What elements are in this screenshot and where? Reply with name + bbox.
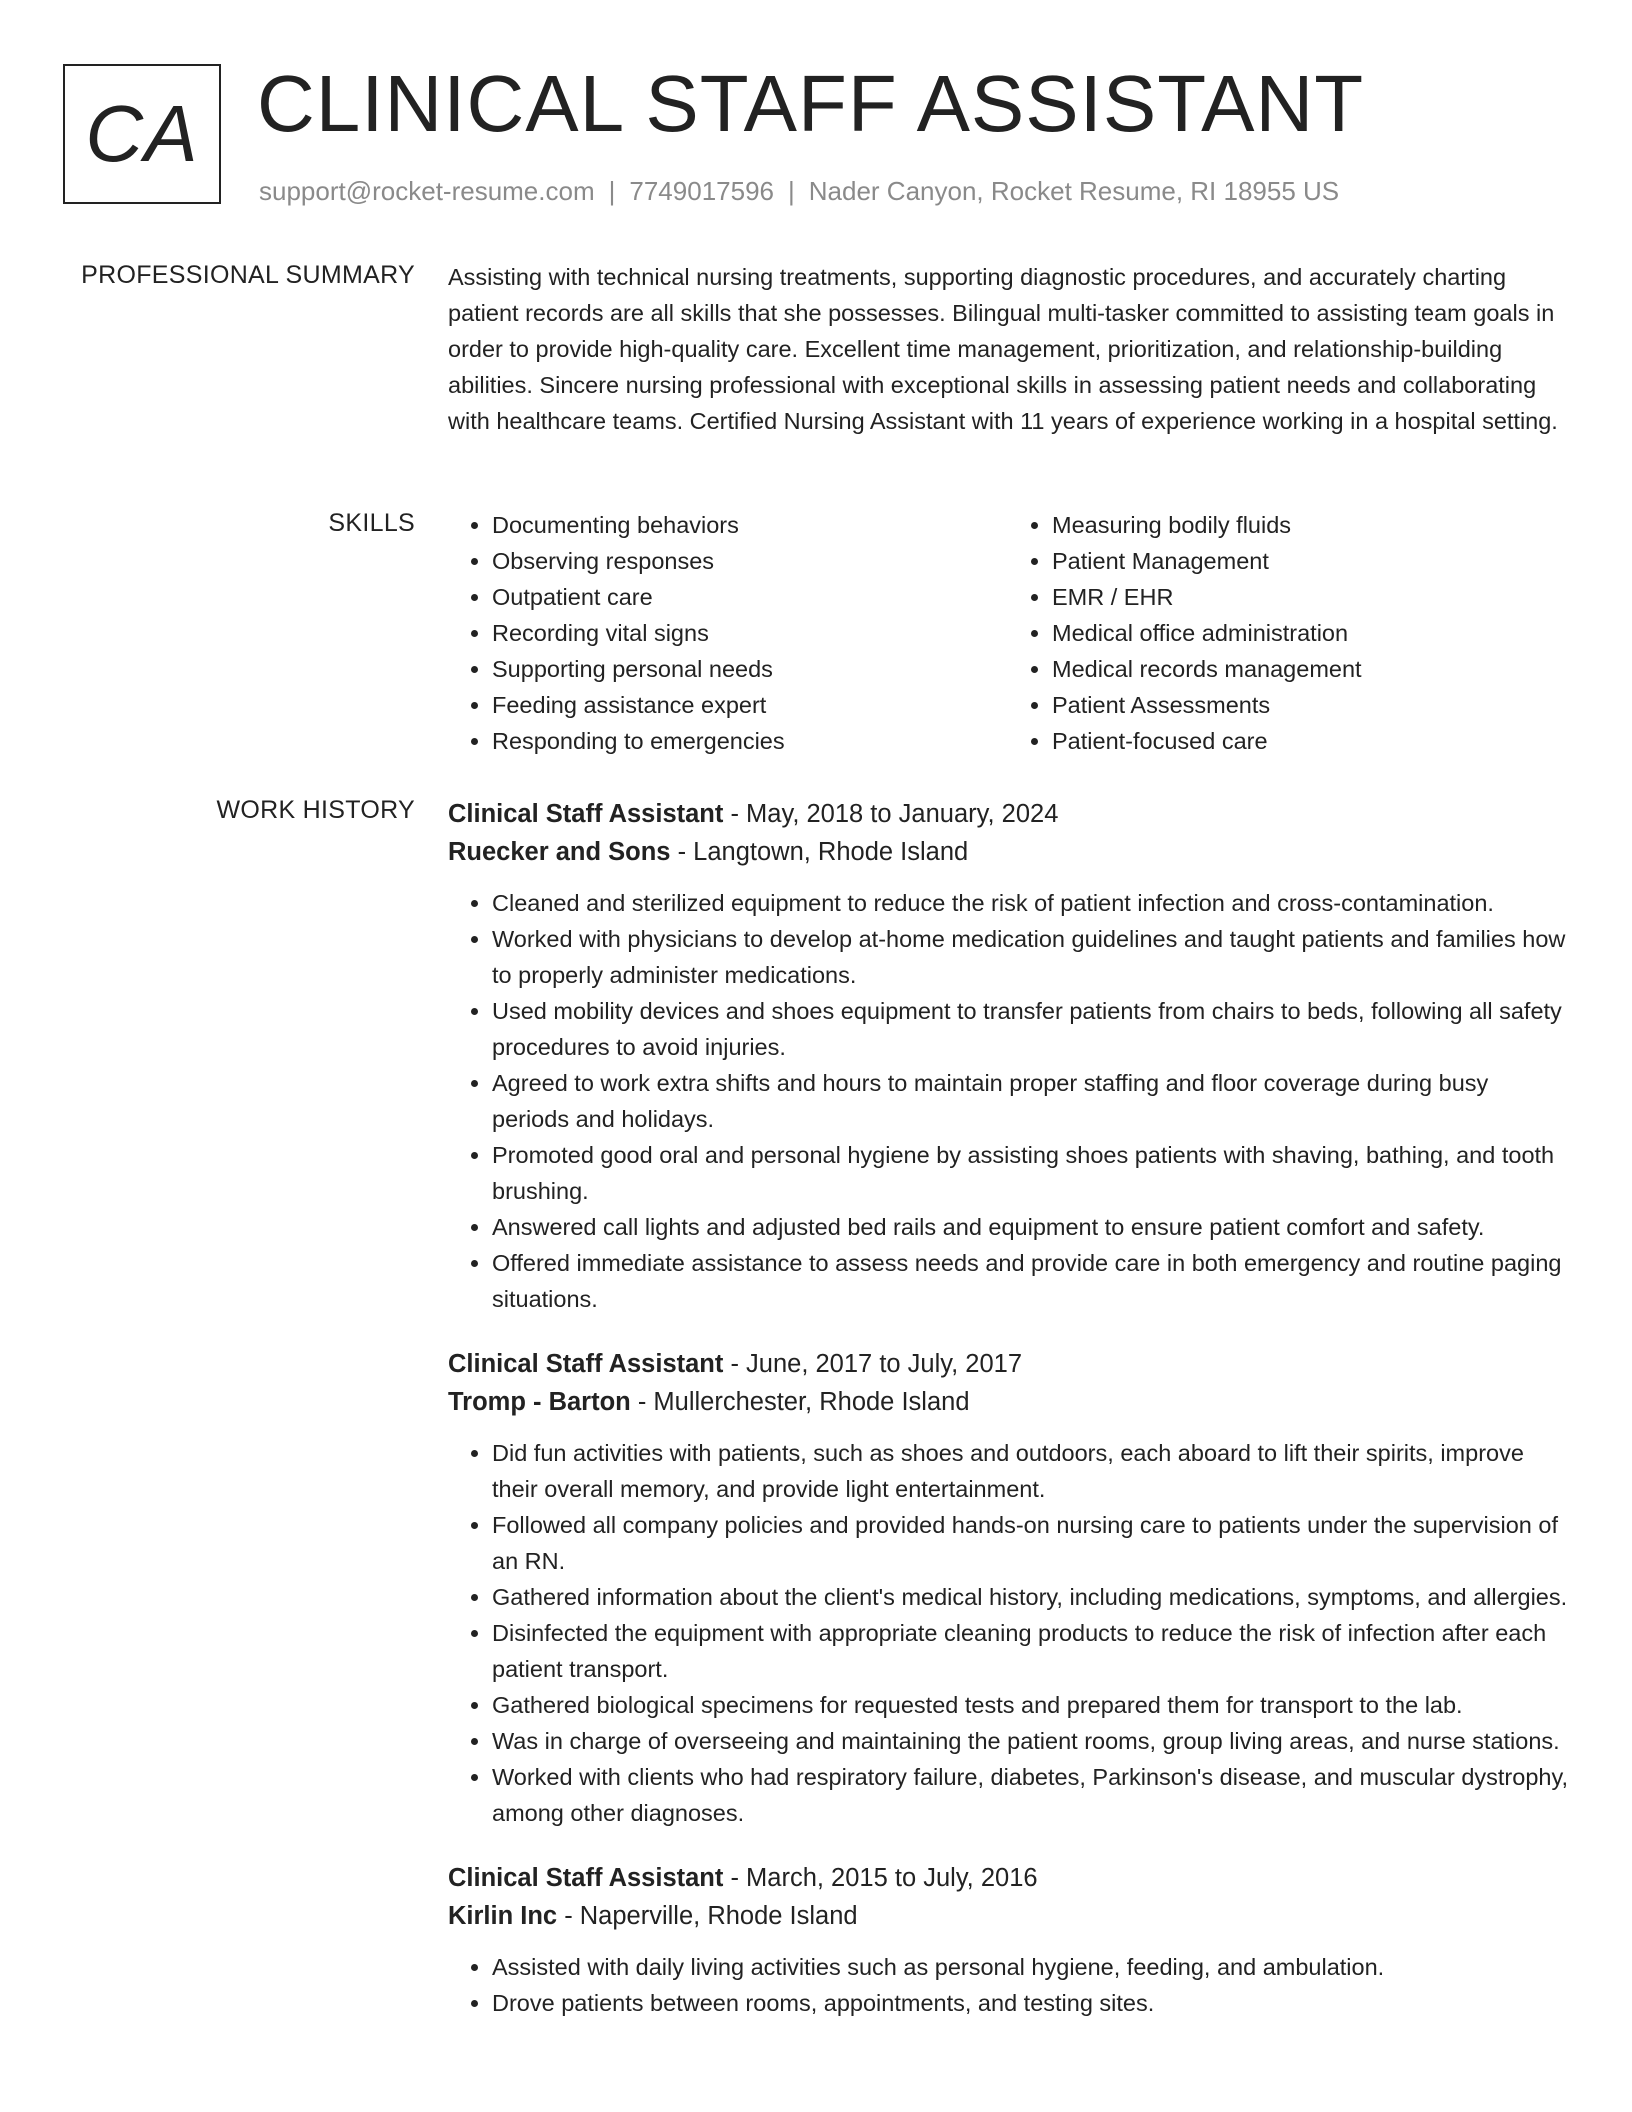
skill-item: • Patient Management xyxy=(1052,543,1568,579)
job-bullet: • Answered call lights and adjusted bed rails and equipment to ensure patient comfort and safety. xyxy=(492,1209,1568,1245)
job-dates: - March, 2015 to July, 2016 xyxy=(723,1864,1038,1892)
summary-body xyxy=(448,259,1568,439)
contact-line xyxy=(259,176,1339,207)
job-company-line xyxy=(448,833,1568,871)
resume-title: CLINICAL STAFF ASSISTANT xyxy=(257,59,1365,148)
job-bullet: • Offered immediate assistance to assess needs and provide care in both emergency and routine paging situations. xyxy=(492,1245,1568,1317)
summary-label: PROFESSIONAL SUMMARY xyxy=(81,261,415,289)
job-bullet: • Worked with physicians to develop at-home medication guidelines and taught patients and families how to properly administer medications. xyxy=(492,921,1568,993)
skills-label: SKILLS xyxy=(328,509,415,537)
work-history-body xyxy=(448,795,1568,2049)
job-company-line xyxy=(448,1383,1568,1421)
skill-item: • Observing responses xyxy=(492,543,1008,579)
job-bullet-list xyxy=(448,1435,1568,1831)
job-company: Kirlin Inc xyxy=(448,1902,558,1930)
job-bullet-list xyxy=(448,1949,1568,2021)
job-title: Clinical Staff Assistant xyxy=(448,1350,724,1378)
job-company: Ruecker and Sons xyxy=(448,838,671,866)
skills-body xyxy=(448,507,1568,759)
job-company-line xyxy=(448,1897,1568,1935)
skill-item: • Feeding assistance expert xyxy=(492,687,1008,723)
job-bullet-list xyxy=(448,885,1568,1317)
skill-item: • Medical records management xyxy=(1052,651,1568,687)
job-bullet: • Drove patients between rooms, appointments, and testing sites. xyxy=(492,1985,1568,2021)
job-entry xyxy=(448,1859,1568,2021)
job-dates: - May, 2018 to January, 2024 xyxy=(723,800,1059,828)
job-location: - Naperville, Rhode Island xyxy=(557,1902,858,1930)
job-entry xyxy=(448,795,1568,1317)
skill-item: • Patient Assessments xyxy=(1052,687,1568,723)
job-entry xyxy=(448,1345,1568,1831)
job-bullet: • Was in charge of overseeing and maintaining the patient rooms, group living areas, and nurse stations. xyxy=(492,1723,1568,1759)
job-location: - Langtown, Rhode Island xyxy=(670,838,969,866)
skill-item: • Recording vital signs xyxy=(492,615,1008,651)
job-bullet: • Assisted with daily living activities such as personal hygiene, feeding, and ambulation. xyxy=(492,1949,1568,1985)
contact-separator: | xyxy=(788,176,795,206)
job-bullet: • Gathered information about the client's medical history, including medications, symptoms, and allergies. xyxy=(492,1579,1568,1615)
skills-list-left xyxy=(448,507,1008,759)
job-bullet: • Gathered biological specimens for requested tests and prepared them for transport to the lab. xyxy=(492,1687,1568,1723)
skill-item: • EMR / EHR xyxy=(1052,579,1568,615)
skill-item: • Medical office administration xyxy=(1052,615,1568,651)
monogram-logo: CA xyxy=(63,64,221,204)
contact-email: support@rocket-resume.com xyxy=(259,176,595,206)
job-title: Clinical Staff Assistant xyxy=(448,800,724,828)
skill-item: • Documenting behaviors xyxy=(492,507,1008,543)
job-bullet: • Disinfected the equipment with appropriate cleaning products to reduce the risk of infection after each patient transport. xyxy=(492,1615,1568,1687)
job-title-line xyxy=(448,1345,1568,1383)
job-bullet: • Followed all company policies and provided hands-on nursing care to patients under the supervision of an RN. xyxy=(492,1507,1568,1579)
job-bullet: • Cleaned and sterilized equipment to reduce the risk of patient infection and cross-contamination. xyxy=(492,885,1568,921)
contact-separator: | xyxy=(608,176,616,206)
skills-columns xyxy=(448,507,1568,759)
resume-header xyxy=(63,59,1563,214)
contact-phone: 7749017596 xyxy=(629,176,774,206)
job-bullet: • Agreed to work extra shifts and hours to maintain proper staffing and floor coverage during busy periods and holidays. xyxy=(492,1065,1568,1137)
skill-item: • Measuring bodily fluids xyxy=(1052,507,1568,543)
job-company: Tromp - Barton xyxy=(448,1388,631,1416)
job-bullet: • Promoted good oral and personal hygiene by assisting shoes patients with shaving, bathing, and tooth brushing. xyxy=(492,1137,1568,1209)
job-bullet: • Worked with clients who had respiratory failure, diabetes, Parkinson's disease, and muscular dystrophy, among other diagnoses. xyxy=(492,1759,1568,1831)
work-history-label: WORK HISTORY xyxy=(216,796,415,824)
job-title: Clinical Staff Assistant xyxy=(448,1864,724,1892)
job-dates: - June, 2017 to July, 2017 xyxy=(723,1350,1023,1378)
job-title-line xyxy=(448,795,1568,833)
job-bullet: • Used mobility devices and shoes equipment to transfer patients from chairs to beds, following all safety procedures to avoid injuries. xyxy=(492,993,1568,1065)
skill-item: • Patient-focused care xyxy=(1052,723,1568,759)
skill-item: • Outpatient care xyxy=(492,579,1008,615)
skills-list-right xyxy=(1008,507,1568,759)
job-title-line xyxy=(448,1859,1568,1897)
contact-address: Nader Canyon, Rocket Resume, RI 18955 US xyxy=(808,176,1340,206)
job-location: - Mullerchester, Rhode Island xyxy=(630,1388,970,1416)
job-bullet: • Did fun activities with patients, such as shoes and outdoors, each aboard to lift their spirits, improve their overall memory, and provide light entertainment. xyxy=(492,1435,1568,1507)
skill-item: • Responding to emergencies xyxy=(492,723,1008,759)
summary-text: Assisting with technical nursing treatments, supporting diagnostic procedures, and accurately charting patient records are all skills that she possesses. Bilingual multi-tasker committed to assisting team goals in order to provide high-quality care. Excellent time management, prioritization, and relationship-building abilities. Sincere nursing professional with exceptional skills in assessing patient needs and collaborating with healthcare teams. Certified Nursing Assistant with 11 years of experience working in a hospital setting. xyxy=(448,264,1558,434)
skill-item: • Supporting personal needs xyxy=(492,651,1008,687)
